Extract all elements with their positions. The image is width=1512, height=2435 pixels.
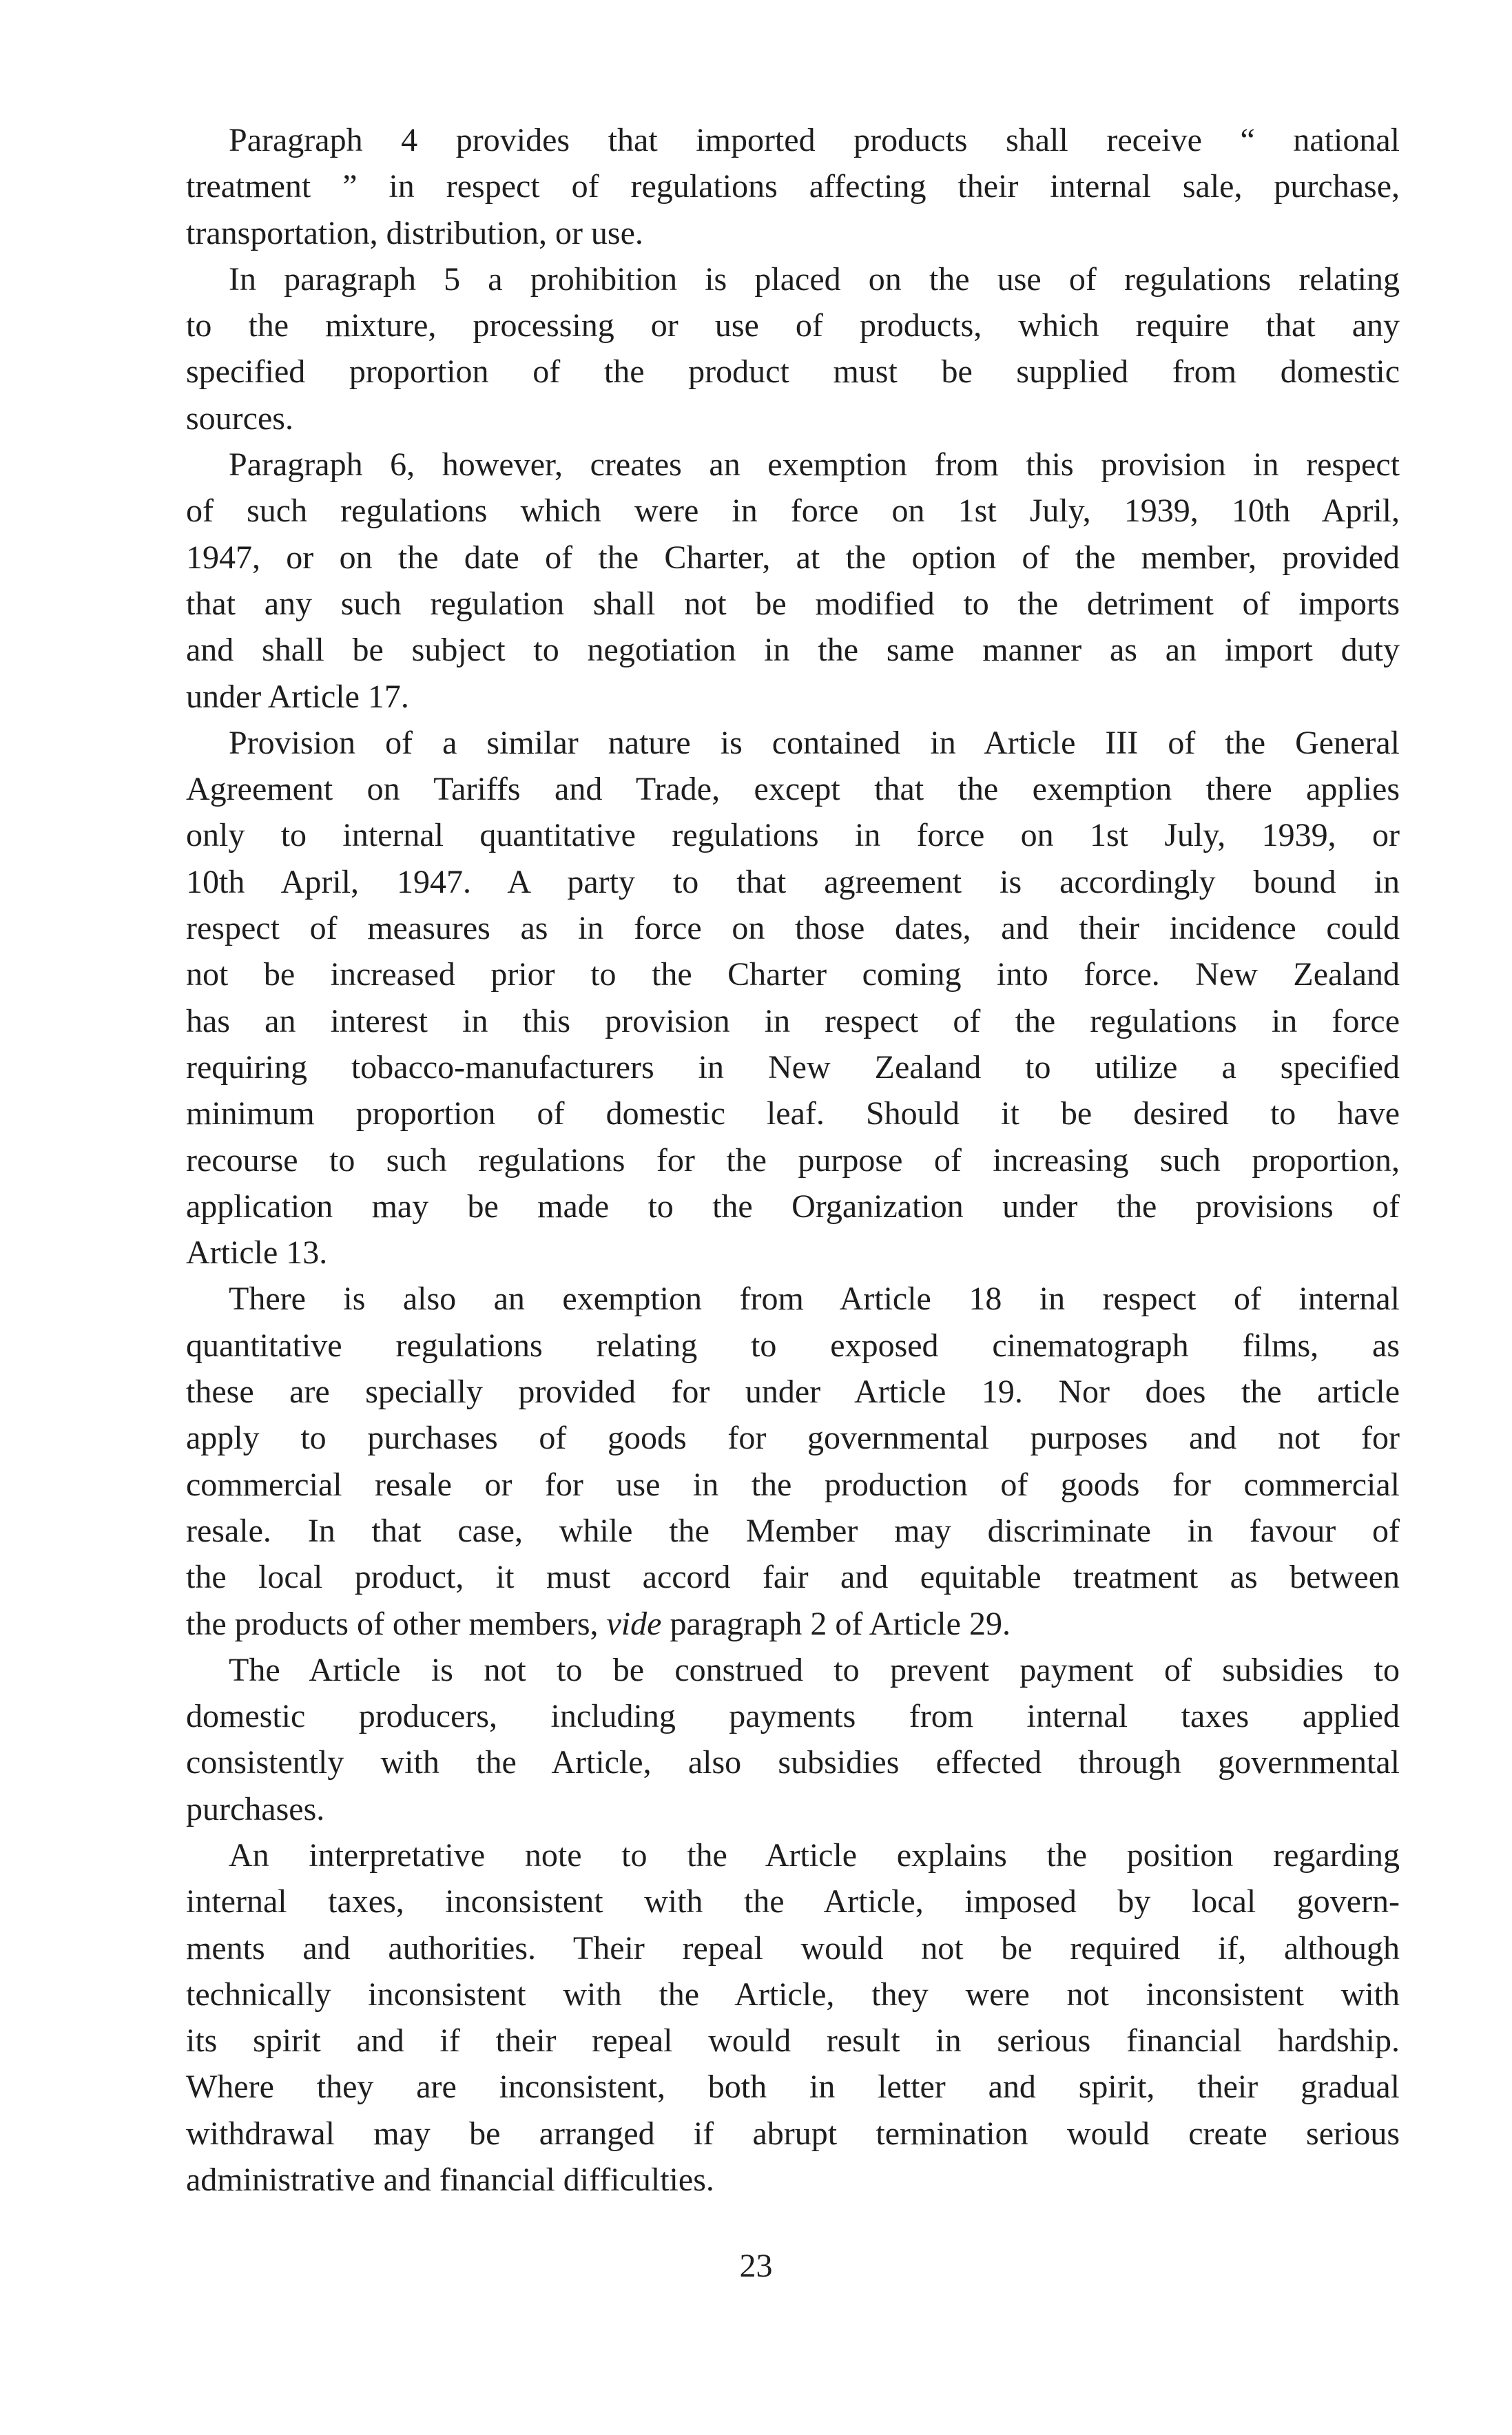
text-line: its spirit and if their repeal would result in serious financial hardship. [186, 2022, 1400, 2060]
text-line: that any such regulation shall not be modified to the detriment of imports [186, 585, 1400, 622]
text-line: 1947, or on the date of the Charter, at the option of the member, provided [186, 539, 1400, 576]
text-line: recourse to such regulations for the purpose of increasing such proportion, [186, 1141, 1400, 1179]
text-line: An interpretative note to the Article explains the position regarding [229, 1836, 1400, 1874]
paragraph [186, 442, 1400, 720]
body-text [186, 117, 1400, 2203]
text-line: technically inconsistent with the Article, they were not inconsistent with [186, 1976, 1400, 2013]
paragraph [186, 117, 1400, 256]
text-line: Where they are inconsistent, both in letter and spirit, their gradual [186, 2069, 1400, 2106]
text-line: under Article 17. [186, 678, 409, 715]
text-line: to the mixture, processing or use of products, which require that any [186, 307, 1400, 344]
text-line: Article 13. [186, 1234, 328, 1272]
text-segment: paragraph 2 of Article 29. [661, 1605, 1011, 1642]
text-line: consistently with the Article, also subsidies effected through governmental [186, 1744, 1400, 1781]
text-line: sources. [186, 400, 293, 437]
text-line: commercial resale or for use in the production of goods for commercial [186, 1466, 1400, 1503]
text-line: treatment ” in respect of regulations affecting their internal sale, purchase, [186, 168, 1400, 205]
text-line: specified proportion of the product must be supplied from domestic [186, 353, 1400, 391]
text-line: not be increased prior to the Charter coming into force. New Zealand [186, 956, 1400, 993]
paragraph [186, 1276, 1400, 1646]
text-line: has an interest in this provision in respect of the regulations in force [186, 1002, 1400, 1039]
text-line [186, 1601, 1400, 1647]
text-line: requiring tobacco-manufacturers in New Zealand to utilize a specified [186, 1048, 1400, 1086]
text-line: Paragraph 6, however, creates an exemption from this provision in respect [229, 446, 1400, 484]
text-line: internal taxes, inconsistent with the Article, imposed by local govern- [186, 1883, 1400, 1920]
italic-text: vide [606, 1605, 662, 1642]
text-line: resale. In that case, while the Member may discriminate in favour of [186, 1512, 1400, 1549]
text-line: 10th April, 1947. A party to that agreement is accordingly bound in [186, 863, 1400, 900]
text-line: application may be made to the Organization under the provisions of [186, 1188, 1400, 1225]
text-line: transportation, distribution, or use. [186, 214, 643, 251]
text-line: Paragraph 4 provides that imported products shall receive “ national [229, 122, 1400, 158]
text-line: only to internal quantitative regulations in force on 1st July, 1939, or [186, 817, 1400, 854]
text-line: The Article is not to be construed to prevent payment of subsidies to [229, 1651, 1400, 1688]
text-line: Provision of a similar nature is contained in Article III of the General [229, 724, 1400, 761]
text-line: purchases. [186, 1790, 325, 1827]
text-line: and shall be subject to negotiation in the same manner as an import duty [186, 632, 1400, 669]
text-line: these are specially provided for under Article 19. Nor does the article [186, 1374, 1400, 1411]
paragraph [186, 256, 1400, 442]
text-line: In paragraph 5 a prohibition is placed on the use of regulations relating [229, 260, 1400, 298]
text-line: quantitative regulations relating to exposed cinematograph films, as [186, 1327, 1400, 1364]
text-line: minimum proportion of domestic leaf. Should it be desired to have [186, 1095, 1400, 1132]
text-line: ments and authorities. Their repeal would not be required if, although [186, 1929, 1400, 1967]
paragraph [186, 1647, 1400, 1832]
text-line: respect of measures as in force on those dates, and their incidence could [186, 910, 1400, 947]
text-line: administrative and financial difficulties. [186, 2162, 714, 2199]
text-segment: the products of other members, [186, 1605, 607, 1642]
text-line: withdrawal may be arranged if abrupt termination would create serious [186, 2115, 1400, 2152]
text-line: of such regulations which were in force on 1st July, 1939, 10th April, [186, 493, 1400, 530]
text-line: domestic producers, including payments from internal taxes applied [186, 1698, 1400, 1735]
text-line: apply to purchases of goods for governmental purposes and not for [186, 1420, 1400, 1457]
text-line: There is also an exemption from Article 18 in respect of internal [229, 1281, 1400, 1318]
page-number: 23 [739, 2248, 773, 2284]
text-line: Agreement on Tariffs and Trade, except that the exemption there applies [186, 771, 1400, 808]
paragraph [186, 1832, 1400, 2203]
paragraph [186, 720, 1400, 1276]
text-line: the local product, it must accord fair and equitable treatment as between [186, 1559, 1400, 1596]
